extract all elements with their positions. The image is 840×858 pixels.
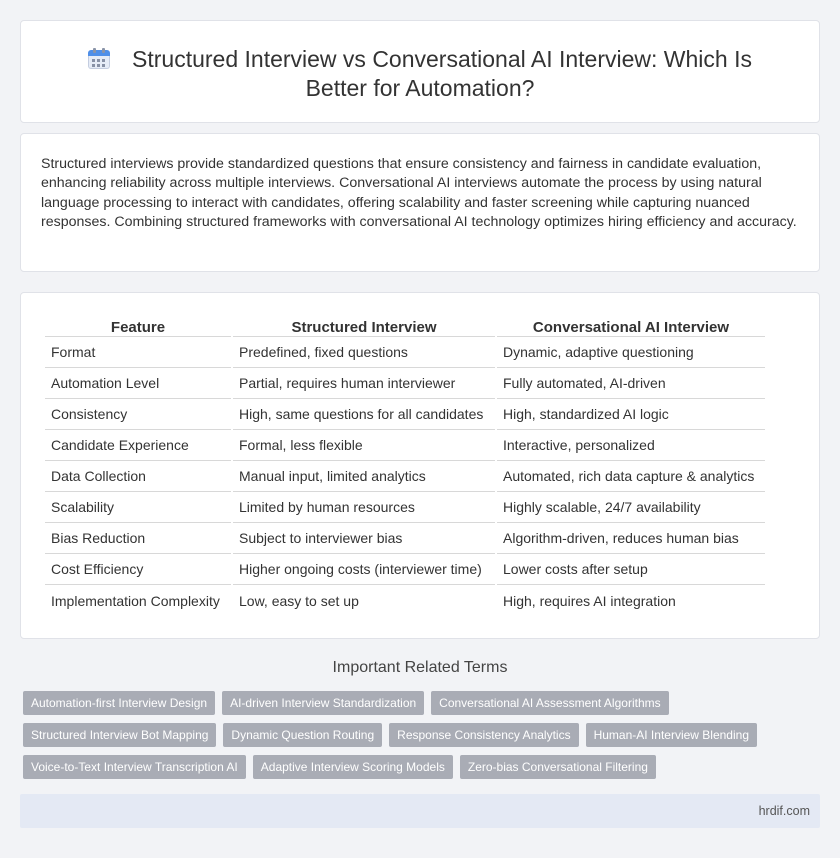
table-row	[45, 492, 765, 523]
cell-conversational: Fully automated, AI-driven	[497, 368, 765, 399]
header-structured: Structured Interview	[233, 315, 495, 337]
cell-conversational: High, standardized AI logic	[497, 399, 765, 430]
page-title-wrap	[21, 45, 819, 103]
cell-conversational: Highly scalable, 24/7 availability	[497, 492, 765, 523]
cell-conversational: High, requires AI integration	[503, 592, 676, 609]
cell-conversational: Algorithm-driven, reduces human bias	[497, 523, 765, 554]
cell-conversational: Automated, rich data capture & analytics	[497, 461, 765, 492]
cell-structured: Low, easy to set up	[239, 592, 359, 609]
comparison-table	[43, 315, 767, 616]
table-row	[45, 585, 765, 616]
table-row	[45, 430, 765, 461]
cell-feature: Automation Level	[45, 368, 231, 399]
calendar-icon	[88, 48, 110, 70]
table-row	[45, 523, 765, 554]
cell-feature: Candidate Experience	[45, 430, 231, 461]
table-header-row	[45, 315, 765, 337]
page-title: Structured Interview vs Conversational AI Interview: Which Is Better for Automation?	[132, 46, 752, 101]
cell-feature: Cost Efficiency	[45, 554, 231, 585]
table-row	[45, 554, 765, 585]
cell-structured: Manual input, limited analytics	[233, 461, 495, 492]
table-row	[45, 368, 765, 399]
comparison-card	[20, 292, 820, 639]
table-row	[45, 399, 765, 430]
related-term-tag[interactable]: Conversational AI Assessment Algorithms	[431, 691, 668, 715]
title-card	[20, 20, 820, 123]
cell-conversational: Interactive, personalized	[497, 430, 765, 461]
related-term-tag[interactable]: Adaptive Interview Scoring Models	[253, 755, 453, 779]
cell-structured: Higher ongoing costs (interviewer time)	[233, 554, 495, 585]
cell-conversational: Lower costs after setup	[497, 554, 765, 585]
header-feature: Feature	[45, 315, 231, 337]
cell-structured: Partial, requires human interviewer	[233, 368, 495, 399]
cell-feature: Consistency	[45, 399, 231, 430]
cell-feature: Bias Reduction	[45, 523, 231, 554]
related-term-tag[interactable]: Dynamic Question Routing	[223, 723, 382, 747]
related-term-tag[interactable]: Zero-bias Conversational Filtering	[460, 755, 656, 779]
intro-card	[20, 133, 820, 272]
cell-feature: Implementation Complexity	[51, 592, 220, 609]
cell-structured: Limited by human resources	[233, 492, 495, 523]
header-conversational: Conversational AI Interview	[497, 315, 765, 337]
cell-structured: Subject to interviewer bias	[233, 523, 495, 554]
cell-structured: High, same questions for all candidates	[233, 399, 495, 430]
related-term-tag[interactable]: Structured Interview Bot Mapping	[23, 723, 216, 747]
related-term-tag[interactable]: AI-driven Interview Standardization	[222, 691, 424, 715]
table-row	[45, 461, 765, 492]
cell-structured: Predefined, fixed questions	[233, 337, 495, 368]
footer	[20, 794, 820, 828]
related-term-tag[interactable]: Response Consistency Analytics	[389, 723, 578, 747]
related-term-tag[interactable]: Human-AI Interview Blending	[586, 723, 757, 747]
related-term-tag[interactable]: Voice-to-Text Interview Transcription AI	[23, 755, 246, 779]
table-row	[45, 337, 765, 368]
footer-site: hrdif.com	[758, 804, 810, 818]
cell-structured: Formal, less flexible	[233, 430, 495, 461]
related-terms-heading: Important Related Terms	[332, 659, 508, 676]
cell-feature: Data Collection	[45, 461, 231, 492]
related-terms-list	[23, 691, 823, 779]
cell-conversational: Dynamic, adaptive questioning	[497, 337, 765, 368]
intro-paragraph: Structured interviews provide standardized questions that ensure consistency and fairness in candidate evaluation, enhancing reliability across multiple interviews. Conversational AI interviews automate the process by using natural language processing to interact with candidates, offering scalability and faster screening while capturing nuanced responses. Combining structured frameworks with conversational AI technology optimizes hiring efficiency and accuracy.	[41, 156, 797, 231]
cell-feature: Format	[45, 337, 231, 368]
cell-feature: Scalability	[45, 492, 231, 523]
related-term-tag[interactable]: Automation-first Interview Design	[23, 691, 215, 715]
